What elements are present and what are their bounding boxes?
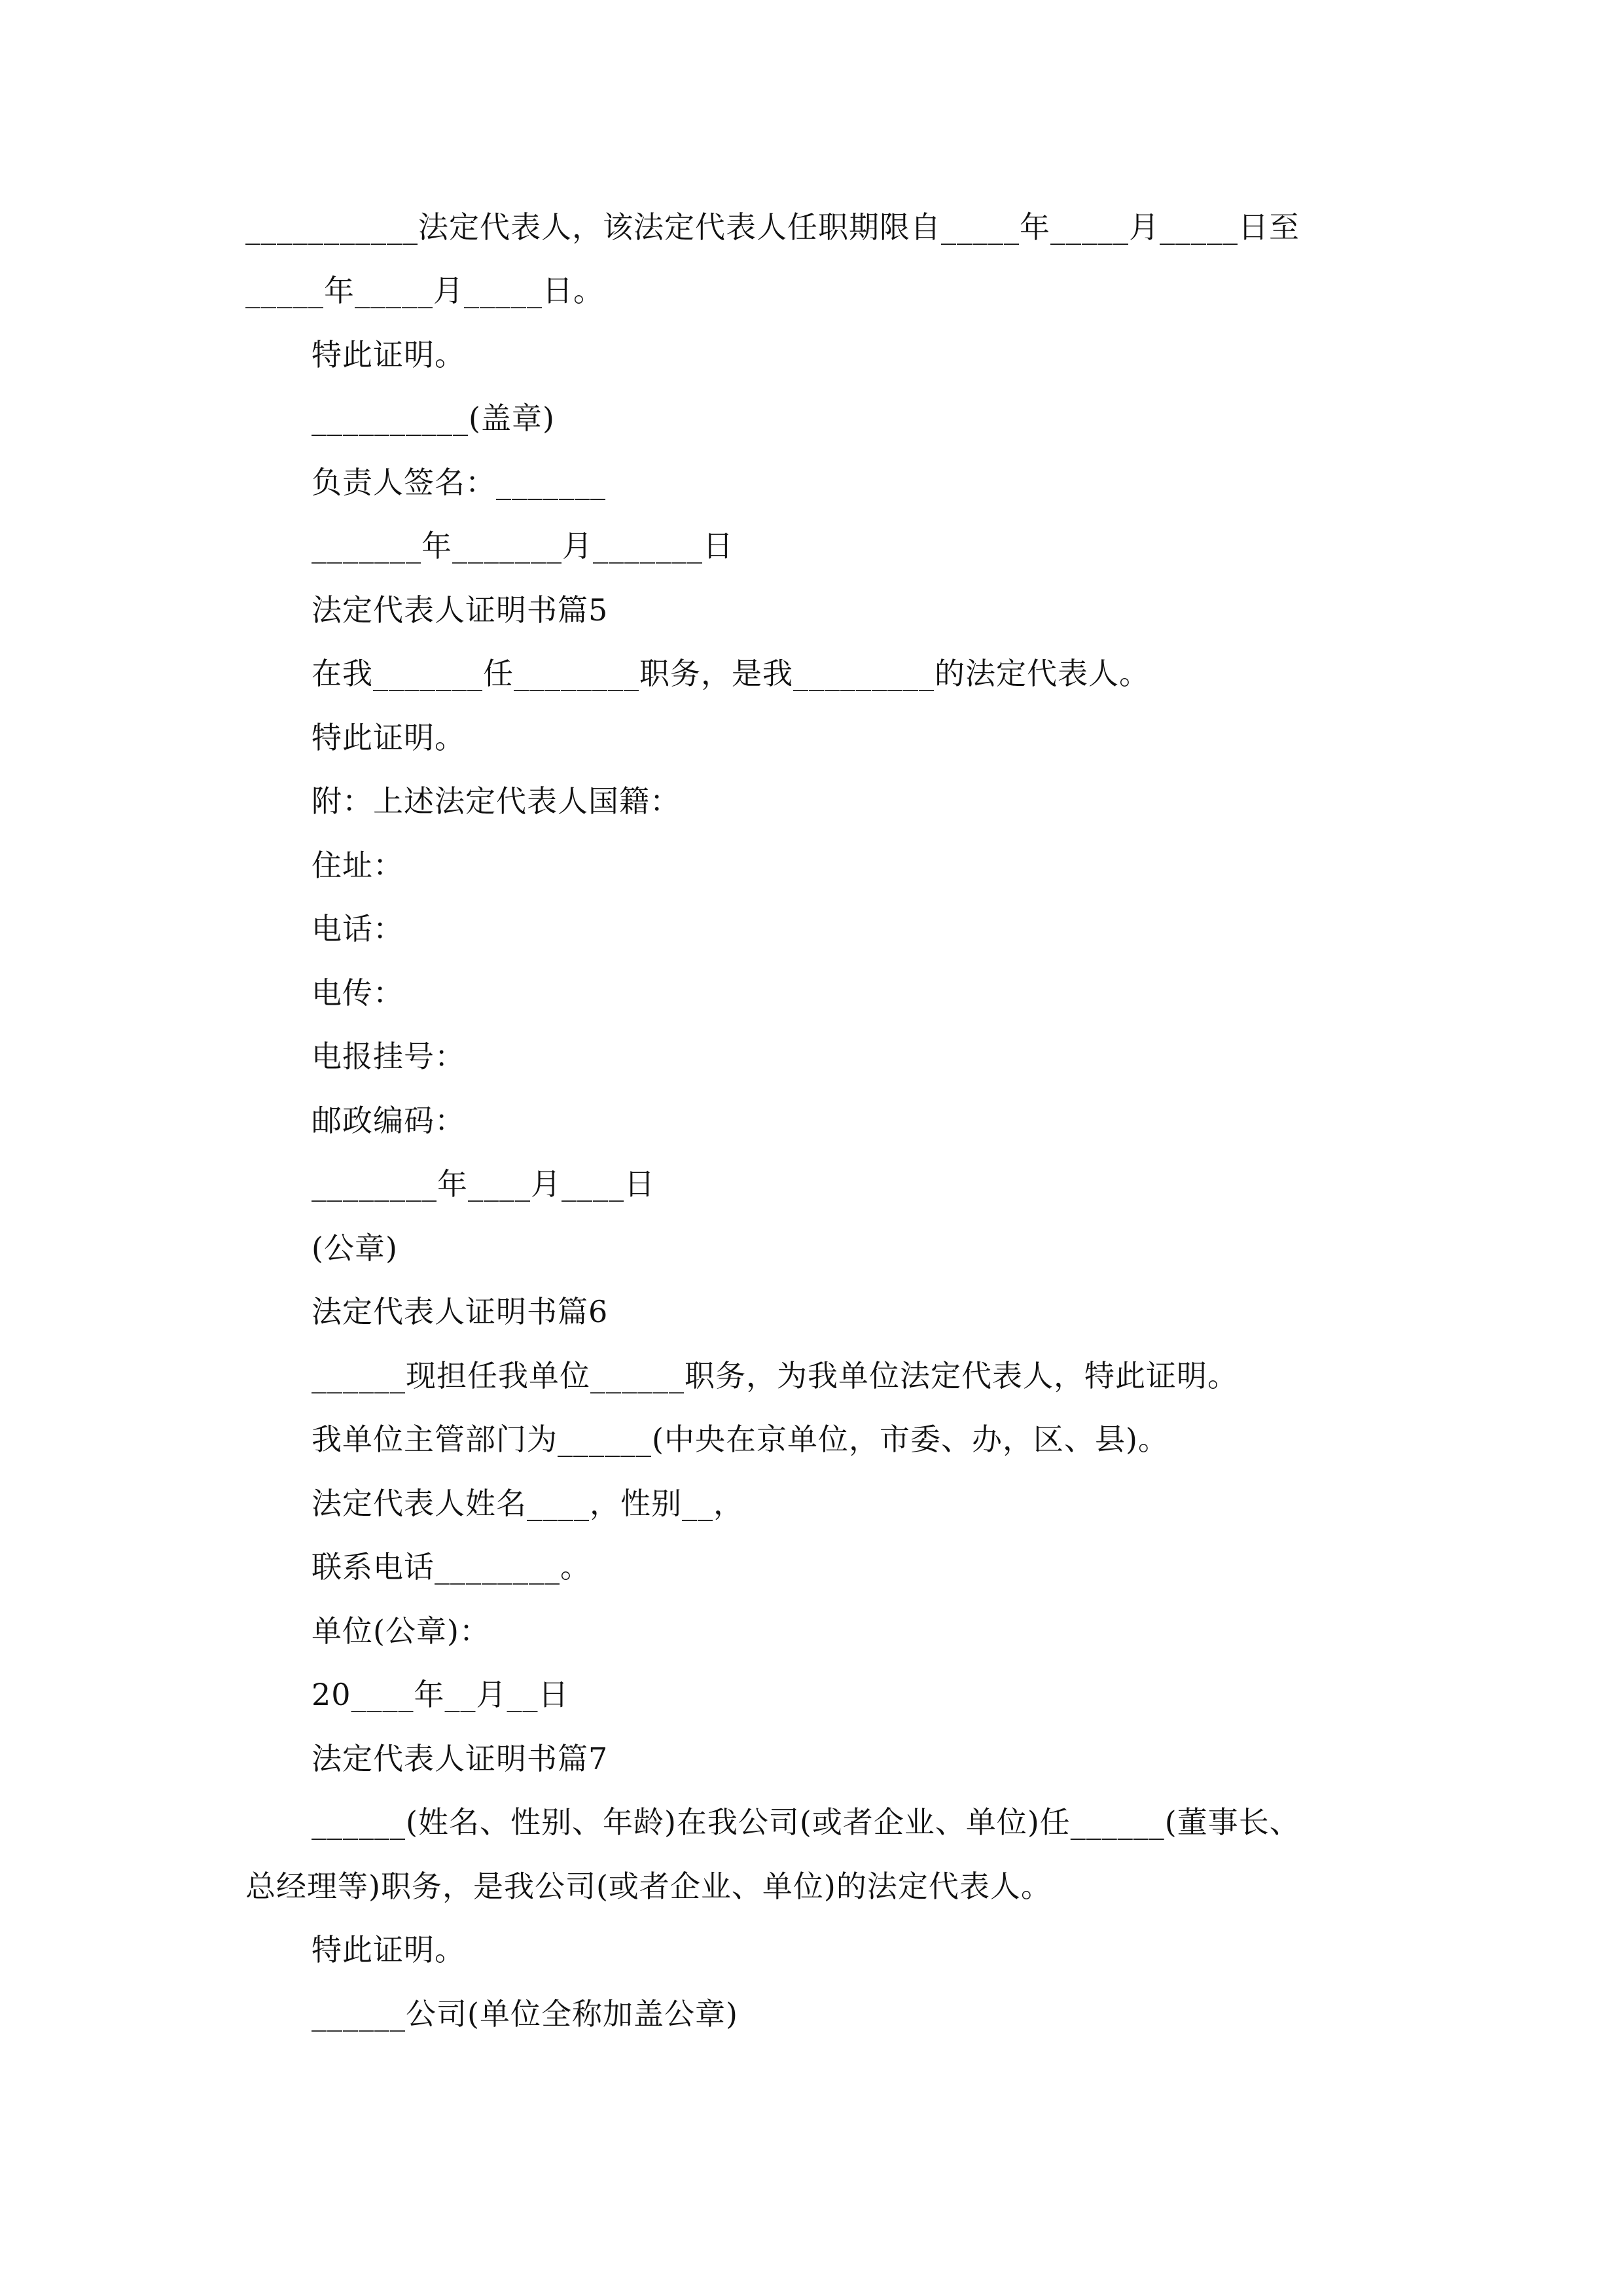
text-line-20: 我单位主管部门为______(中央在京单位，市委、办，区、县)。 [312,1422,1169,1457]
text-line-4: __________(盖章) [312,401,555,436]
text-line-3: 特此证明。 [312,337,465,372]
text-line-11: 住址： [312,848,404,883]
text-line-6: _______年_______月_______日 [312,528,734,564]
text-line-5: 负责人签名：_______ [312,465,606,500]
text-line-12: 电话： [312,911,404,946]
text-line-8: 在我_______任________职务，是我_________的法定代表人。 [312,656,1150,691]
section-heading-7: 法定代表人证明书篇7 [312,1741,609,1776]
text-line-10: 附：上述法定代表人国籍： [312,783,681,819]
text-line-2: _____年_____月_____日。 [245,273,604,308]
text-line-14: 电报挂号： [312,1039,465,1074]
text-line-15: 邮政编码： [312,1103,465,1138]
text-line-28: 特此证明。 [312,1932,465,1967]
text-line-23: 单位(公章)： [312,1613,490,1649]
text-line-27: 总经理等)职务，是我公司(或者企业、单位)的法定代表人。 [245,1869,1052,1904]
text-line-21: 法定代表人姓名____，性别__， [312,1486,744,1521]
text-line-16: ________年____月____日 [312,1166,655,1202]
section-heading-6: 法定代表人证明书篇6 [312,1294,609,1329]
text-line-17: (公章) [312,1230,398,1266]
text-line-13: 电传： [312,975,404,1011]
text-line-26: ______(姓名、性别、年龄)在我公司(或者企业、单位)任______(董事长、 [312,1804,1300,1840]
text-line-22: 联系电话________。 [312,1549,591,1585]
text-line-9: 特此证明。 [312,720,465,755]
text-line-1: ___________法定代表人，该法定代表人任职期限自_____年_____月_____日至 [245,209,1300,245]
section-heading-5: 法定代表人证明书篇5 [312,592,609,628]
text-line-19: ______现担任我单位______职务，为我单位法定代表人，特此证明。 [312,1358,1238,1393]
text-line-29: ______公司(单位全称加盖公章) [312,1996,738,2032]
text-line-24: 20____年__月__日 [312,1677,569,1712]
